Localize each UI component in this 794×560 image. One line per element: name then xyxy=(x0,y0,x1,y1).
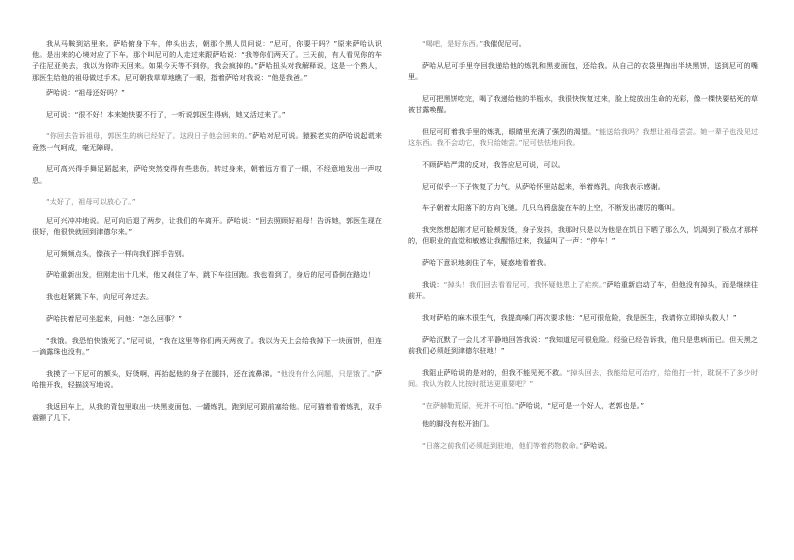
paragraph-text: 他的脚没有松开油门。 xyxy=(422,418,494,428)
paragraph-text: 我也赶紧跳下车，向尼可奔过去。 xyxy=(46,292,154,302)
left-column xyxy=(32,38,382,560)
paragraph-text: 但尼可盯着我手里的炼乳，眼睛里充满了强烈的渴望。 xyxy=(422,126,596,136)
paragraph xyxy=(408,126,758,148)
paragraph-text: 萨哈推开我，轻描淡写地说。 xyxy=(32,368,382,389)
paragraph xyxy=(32,313,382,324)
quoted-speech: “日落之前我们必须赶到驻地，他们等着药物救命。” xyxy=(422,440,584,450)
paragraph xyxy=(32,269,382,280)
paragraph xyxy=(32,215,382,237)
paragraph-text: 尼可说：“很不好！本来她快要不行了，一听说郭医生得病，她又活过来了。” xyxy=(46,109,286,119)
paragraph-text: 萨哈从尼可手里夺回我递给他的炼乳和黑麦面包，还给我。从自己的衣袋里掏出半块黑饼，送到尼可的嘴里。 xyxy=(408,60,758,81)
paragraph xyxy=(408,312,758,323)
paragraph xyxy=(408,93,758,115)
paragraph-text: 尼可兴冲冲地说。尼可向后退了两步，让我们的车离开。萨哈说：“回去照顾好祖母！告诉她，郭医生现在很好，他很快就回到津德尔来。” xyxy=(32,215,382,236)
paragraph xyxy=(32,109,382,120)
paragraph-text: 萨哈重新出发，但刚走出十几米，他又刹住了车，跳下车往回跑。我也看到了，身后的尼可昏倒在路边！ xyxy=(46,270,375,280)
quoted-speech: “太好了，祖母可以放心了。” xyxy=(46,197,136,207)
paragraph xyxy=(32,196,382,207)
paragraph xyxy=(408,159,758,170)
paragraph xyxy=(32,38,382,83)
quoted-speech: “他没有什么问题，只是饿了。” xyxy=(276,368,375,378)
paragraph xyxy=(32,291,382,302)
paragraph xyxy=(32,335,382,357)
paragraph xyxy=(32,401,382,423)
paragraph xyxy=(408,440,758,451)
quoted-speech: “能送给我吗？我想让祖母尝尝。她一辈子也没见过这东西。我不会动它，我只给她尝。”尼可怯怯地问我。 xyxy=(408,126,758,147)
paragraph xyxy=(32,248,382,259)
paragraph-text: 萨哈说。 xyxy=(583,440,612,450)
paragraph-text: 萨哈对尼可说。猿猴老实的萨哈说起谎来竟然一气呵成，毫无障碍。 xyxy=(32,131,382,152)
paragraph xyxy=(32,163,382,185)
paragraph-text: 尼可把黑饼吃完，喝了我递给他的半瓶水，我很快恢复过来，脸上绽放出生命的光彩，像一棵快要枯死的草被甘露唤醒。 xyxy=(408,93,758,114)
paragraph-text: 萨哈扶着尼可坐起来，问他：“怎么回事？” xyxy=(46,314,183,323)
paragraph xyxy=(408,257,758,268)
quoted-speech: “喝吧，是好东西。” xyxy=(422,39,484,48)
paragraph xyxy=(408,202,758,213)
paragraph xyxy=(408,367,758,389)
paragraph-text: 车子朝着太阳落下的方向飞驰。几只乌鸦盘旋在车的上空，不断发出凄厉的嘶叫。 xyxy=(422,203,680,213)
paragraph xyxy=(408,60,758,82)
paragraph xyxy=(32,368,382,390)
paragraph-text: 我催促尼可。 xyxy=(483,39,526,48)
paragraph xyxy=(408,181,758,192)
paragraph-text: 萨哈下意识地刹住了车，疑惑地看着我。 xyxy=(422,258,551,268)
paragraph-text: “我饿。我恐怕快饿死了。”尼可说，“我在这里等你们两天两夜了。我以为天上会给我掉下一块面饼，但连一滴露珠也没有。” xyxy=(32,335,382,356)
paragraph-text: 我返回车上，从我的背包里取出一块黑麦面包、一罐炼乳，跑到尼可跟前塞给他。尼可猫着看着炼乳，双手震颤了几下。 xyxy=(32,401,382,422)
paragraph-text: 尼可似乎一下子恢复了力气，从萨哈怀里站起来，举着炼乳，向我表示感谢。 xyxy=(422,181,665,191)
paragraph xyxy=(408,334,758,356)
paragraph xyxy=(408,400,758,411)
paragraph xyxy=(408,38,758,49)
paragraph xyxy=(408,418,758,429)
paragraph-text: 我阻止萨哈说的是对的，但我不能见死不救。 xyxy=(422,367,567,377)
paragraph-text: 萨哈说：“祖母还好吗？” xyxy=(46,87,125,97)
paragraph-text: 我摸了一下尼可的额头，好烫啊，再抬起他的身子在腿抖，还在流鼻涕。 xyxy=(46,368,277,378)
paragraph-text: 我说： xyxy=(422,279,444,289)
paragraph xyxy=(408,224,758,246)
paragraph-text: 我从马鞍到站里来。萨哈俯身下车，伸头出去，朝那个黑人员问说：“尼可，你要干吗？”原来萨哈认识他。是出来的心境对应了下车。那个叫尼可的人走过来跟萨哈说：“我等你们两天了。三天前，有人看见你的车子往尼亚美去，我以为你昨天回来。如果今天等不到你，我会疯掉的。”萨哈扭头对我解释说，这是一个熟人，那医生给他的祖母做过手术。尼可朝我草草地瞧了一眼，指着萨哈对我说：“他是我爸。” xyxy=(32,39,382,82)
paragraph xyxy=(32,130,382,152)
paragraph-text: 萨哈重新启动了车，但他没有掉头，而是继续往前开。 xyxy=(408,279,758,301)
quoted-speech: “在萨赫勒荒原，死并不可怕。” xyxy=(422,400,519,410)
paragraph-text: 不顾萨哈严肃的反对，我答应尼可说，可以。 xyxy=(422,159,565,169)
quoted-speech: “掉头回去，我能给尼可治疗，给他打一针，耽误不了多少时间。我认为救人比按时抵达更重要吧？” xyxy=(408,367,758,388)
quoted-speech: “掉头！我们回去看看尼可，我怀疑他患上了疟疾。” xyxy=(443,279,607,289)
paragraph xyxy=(408,279,758,301)
paragraph-text: 我突然想起刚才尼可脸颊发烫，身子发抖，我那时只是以为他是在饥日下晒了那么久，饥渴到了极点才那样的，但职业的直觉和敏感让我醒悟过来，我猛叫了一声：“停车！” xyxy=(408,225,758,246)
paragraph-text: 尼可频频点头，像孩子一样向我们挥手告别。 xyxy=(46,248,189,258)
paragraph xyxy=(32,87,382,98)
paragraph-text: 萨哈说，“尼可是一个好人，老郭也是。” xyxy=(518,400,645,410)
paragraph-text: 我对萨哈的麻木很生气，我提高嗓门再次要求他：“尼可很危险，我是医生，我请你立即掉头救人！” xyxy=(422,312,737,322)
quoted-speech: “你回去告诉祖母，郭医生的病已经好了。这段日子他会回来的。” xyxy=(46,131,253,141)
right-column xyxy=(408,38,758,560)
paragraph-text: 萨哈沉默了一会儿才平静地回答我说：“我知道尼可很危险。经验已经告诉我，他只是患病而已。但天黑之前我们必须赶到津德尔驻地！” xyxy=(408,334,758,355)
paragraph-text: 尼可高兴得手舞足蹈起来，萨哈突然变得有些悲伤，转过身来，朝着远方看了一眼，不经意地发出一声叹息。 xyxy=(32,164,382,185)
